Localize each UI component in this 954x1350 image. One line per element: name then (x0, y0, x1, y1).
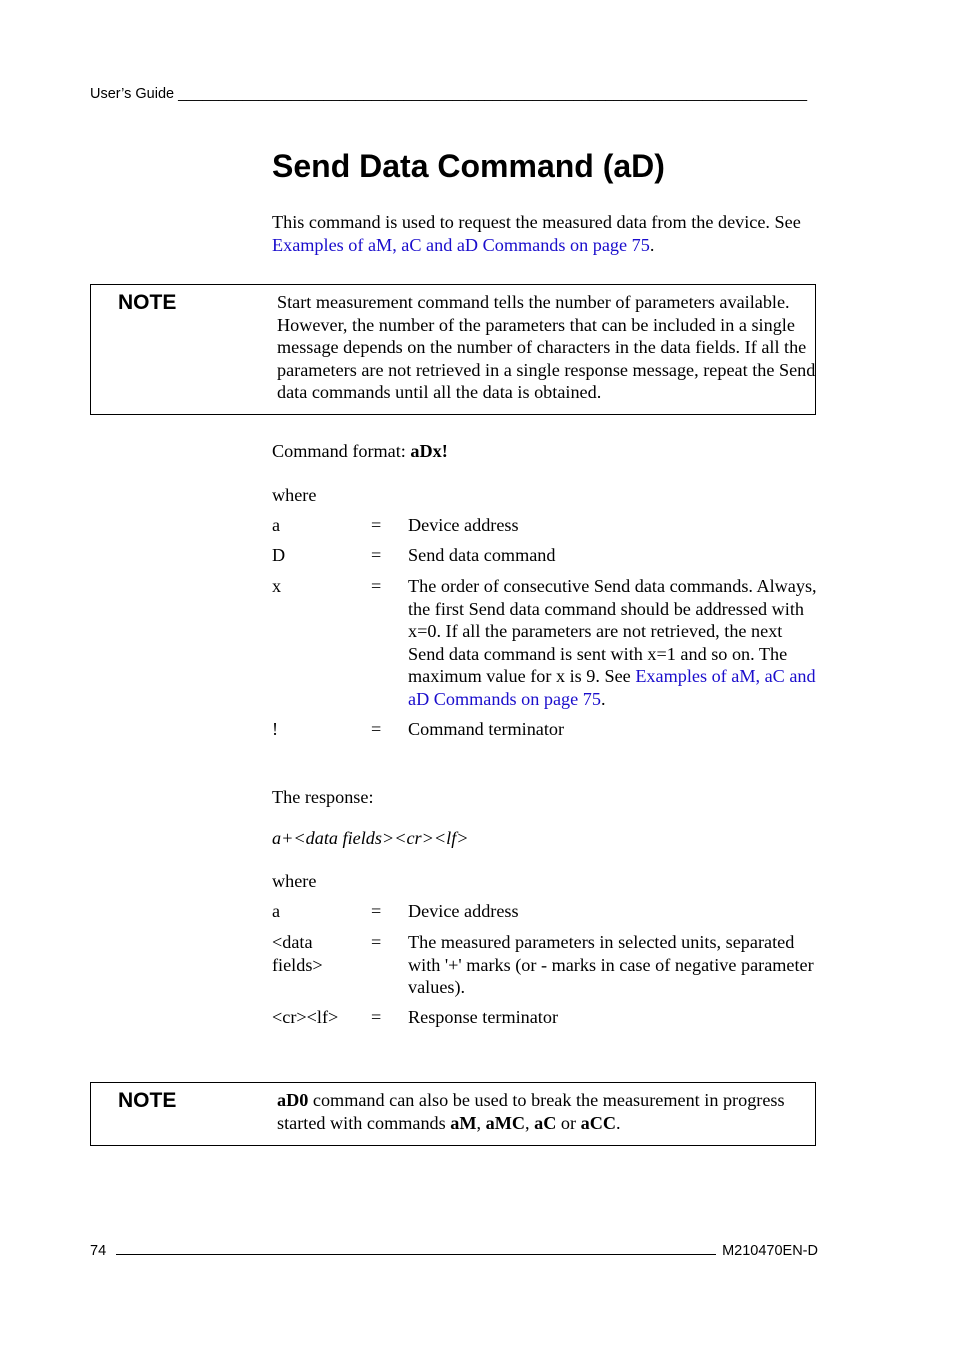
def-desc: Response terminator (408, 1007, 559, 1027)
def-desc-link[interactable]: Examples of aM, aC and aD Commands on page 75 (408, 666, 816, 709)
def-equals: = (371, 719, 382, 739)
running-footer (90, 1243, 818, 1259)
command-format (272, 440, 822, 463)
def-desc-end: . (600, 688, 606, 709)
def-term: ! (272, 719, 279, 739)
def-equals: = (371, 1007, 382, 1027)
note-text (277, 1089, 817, 1134)
note-box-1 (90, 284, 816, 415)
command-format-value: aDx! (410, 441, 448, 461)
page-number: 74 (90, 1243, 107, 1259)
note-text: Start measurement command tells the number of parameters available. However, the number of the parameters that can be included in a single message depends on the number of characters in the data fields. If all the parameters are not retrieved in a single response message, repeat the Send data commands until all the data is obtained. (277, 292, 816, 403)
note-sep: , (476, 1112, 486, 1133)
def-term: <cr><lf> (272, 1007, 339, 1027)
def-equals: = (371, 515, 382, 535)
def-equals: = (371, 901, 382, 921)
note-end: . (615, 1112, 621, 1133)
where-label-2: where (272, 871, 317, 891)
intro-paragraph (272, 211, 822, 256)
note-cmd: aC (534, 1112, 557, 1133)
intro-link[interactable]: Examples of aM, aC and aD Commands on page 75 (272, 234, 650, 255)
def-desc: The measured parameters in selected units, separated with '+' marks (or - marks in case of negative parameter values). (408, 932, 814, 998)
def-desc: Device address (408, 515, 519, 535)
intro-text: This command is used to request the measured data from the device. See (272, 212, 801, 232)
page-title: Send Data Command (aD) (272, 148, 665, 184)
note-cmd: aMC (485, 1112, 526, 1133)
def-desc: Command terminator (408, 719, 565, 739)
def-desc: Send data command (408, 545, 556, 565)
note-sep: , (525, 1112, 535, 1133)
intro-end: . (649, 234, 655, 255)
def-equals: = (371, 932, 382, 952)
def-desc: Device address (408, 901, 519, 921)
running-header: User’s Guide ______________________________________________________________________________ (90, 86, 808, 102)
def-equals: = (371, 545, 382, 565)
def-equals: = (371, 576, 382, 596)
def-desc-text: The order of consecutive Send data commands. Always, the first Send data command should be addressed with x=0. If all the parameters are not retrieved, the next Send data command is sent with x=1 and so on. The maximum value for x is 9. See (408, 576, 817, 687)
note-cmd: aM (450, 1112, 477, 1133)
note-cmd: aCC (580, 1112, 616, 1133)
def-term: a (272, 901, 281, 921)
note-cmd: aD0 (277, 1090, 309, 1110)
note-label: NOTE (118, 1089, 177, 1112)
footer-rule (116, 1243, 716, 1255)
note-sep: or (556, 1112, 581, 1133)
def-term: <data fields> (272, 932, 323, 975)
where-label-1: where (272, 485, 317, 505)
def-desc (408, 575, 822, 711)
def-term: a (272, 515, 281, 535)
command-format-label: Command format: (272, 441, 411, 461)
document-code: M210470EN-D (722, 1243, 818, 1259)
def-term: D (272, 545, 286, 565)
response-label: The response: (272, 787, 374, 807)
note-box-2 (90, 1082, 816, 1146)
def-term: x (272, 576, 282, 596)
note-label: NOTE (118, 291, 177, 314)
note-text-part: command can also be used to break the measurement in progress started with commands (277, 1090, 785, 1133)
response-format: a+<data fields><cr><lf> (272, 828, 469, 848)
